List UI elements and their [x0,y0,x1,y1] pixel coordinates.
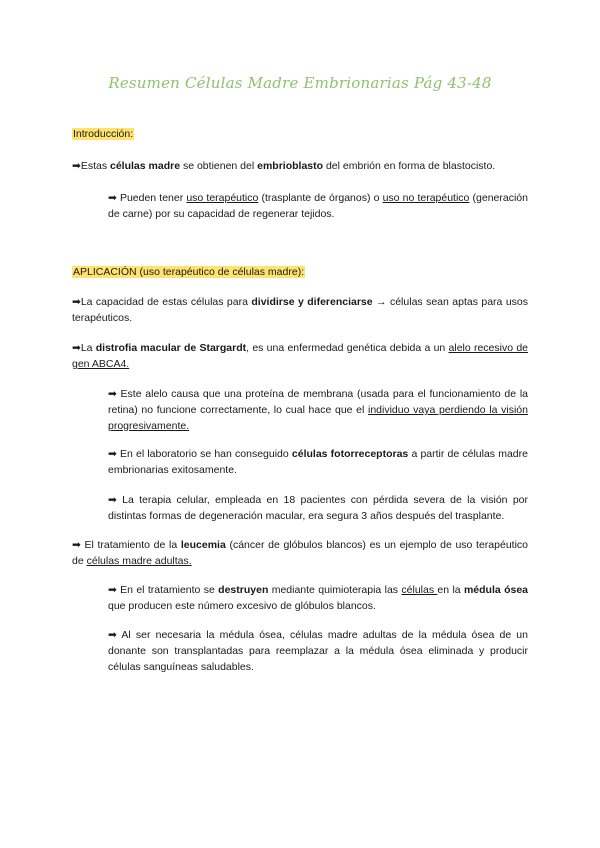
text: , es una enfermedad genética debida a un [246,342,449,354]
section-heading-introduccion: Introducción: [73,128,134,140]
arrow-icon: ➡ [108,192,117,204]
text: → células sean aptas para usos terapéuticos. [72,296,528,324]
paragraph-aplicacion-1 [72,294,528,326]
text: que producen este número excesivo de glóbulos blancos. [108,600,376,612]
arrow-icon: ➡ [108,448,117,460]
underlined-text: uso terapéutico [186,192,259,204]
text: En el laboratorio se han conseguido [116,448,292,460]
arrow-icon: ➡ [72,342,81,354]
paragraph-intro-2 [108,190,528,222]
text: Pueden tener [116,192,187,204]
text: Al ser necesaria la médula ósea, células madre adultas de la médula ósea de un donante son transplantadas para reemplazar a la médula ósea eliminada y producir células sanguíneas saludables. [108,629,528,673]
text: del embrión en forma de blastocisto. [323,160,496,172]
paragraph-laboratorio [108,446,528,478]
text: Este alelo causa que una proteína de membrana (usada para el funcionamiento de la retina) no funcione correctamente, lo cual hace que el [108,388,528,416]
bold-text: embrioblasto [257,160,324,172]
document-title: Resumen Células Madre Embrionarias Pág 43-48 [108,74,492,92]
paragraph-medula [108,627,528,675]
text: Estas [80,160,110,172]
text: (cáncer de glóbulos blancos) es un ejemplo de uso terapéutico de [72,539,528,567]
paragraph-tratamiento [108,582,528,614]
bold-text: médula ósea [463,584,529,596]
text: (trasplante de órganos) o [258,192,383,204]
bold-text: leucemia [180,539,226,551]
arrow-icon: ➡ [108,388,117,400]
underlined-text: uso no terapéutico [382,192,470,204]
underlined-text: células [401,584,438,596]
arrow-icon: ➡ [72,296,81,308]
text: El tratamiento de la [80,539,181,551]
text: se obtienen del [180,160,258,172]
section-heading-aplicacion: APLICACIÓN (uso terapéutico de células madre): [73,266,305,278]
bold-text: destruyen [218,584,269,596]
text: mediante quimioterapia las [268,584,402,596]
text: En el tratamiento se [116,584,219,596]
underlined-text: individuo vaya perdiendo la visión progresivamente. [108,404,528,432]
paragraph-intro-1 [72,158,528,174]
bold-text: distrofia macular de Stargardt [95,342,247,354]
paragraph-terapia [108,492,528,524]
bold-text: células fotorreceptoras [291,448,409,460]
text: a partir de células madre embrionarias exitosamente. [108,448,528,476]
underlined-text: alelo recesivo de gen ABCA4. [72,342,529,370]
paragraph-alelo [108,386,528,434]
arrow-icon: ➡ [108,584,117,596]
arrow-icon: ➡ [108,494,117,506]
bold-text: células madre [110,160,181,172]
text: en la [437,584,464,596]
paragraph-stargardt [72,340,528,372]
text: La capacidad de estas células para [80,296,252,308]
text: (generación de carne) por su capacidad de regenerar tejidos. [108,192,528,220]
bold-text: dividirse y diferenciarse [251,296,373,308]
arrow-icon: ➡ [108,629,117,641]
arrow-icon: ➡ [72,160,81,172]
arrow-icon: ➡ [72,539,81,551]
text: La [80,342,96,354]
paragraph-leucemia [72,537,528,569]
text: La terapia celular, empleada en 18 pacientes con pérdida severa de la visión por distintas formas de degeneración macular, era segura 3 años después del trasplante. [108,494,528,522]
underlined-text: células madre adultas. [86,555,192,567]
